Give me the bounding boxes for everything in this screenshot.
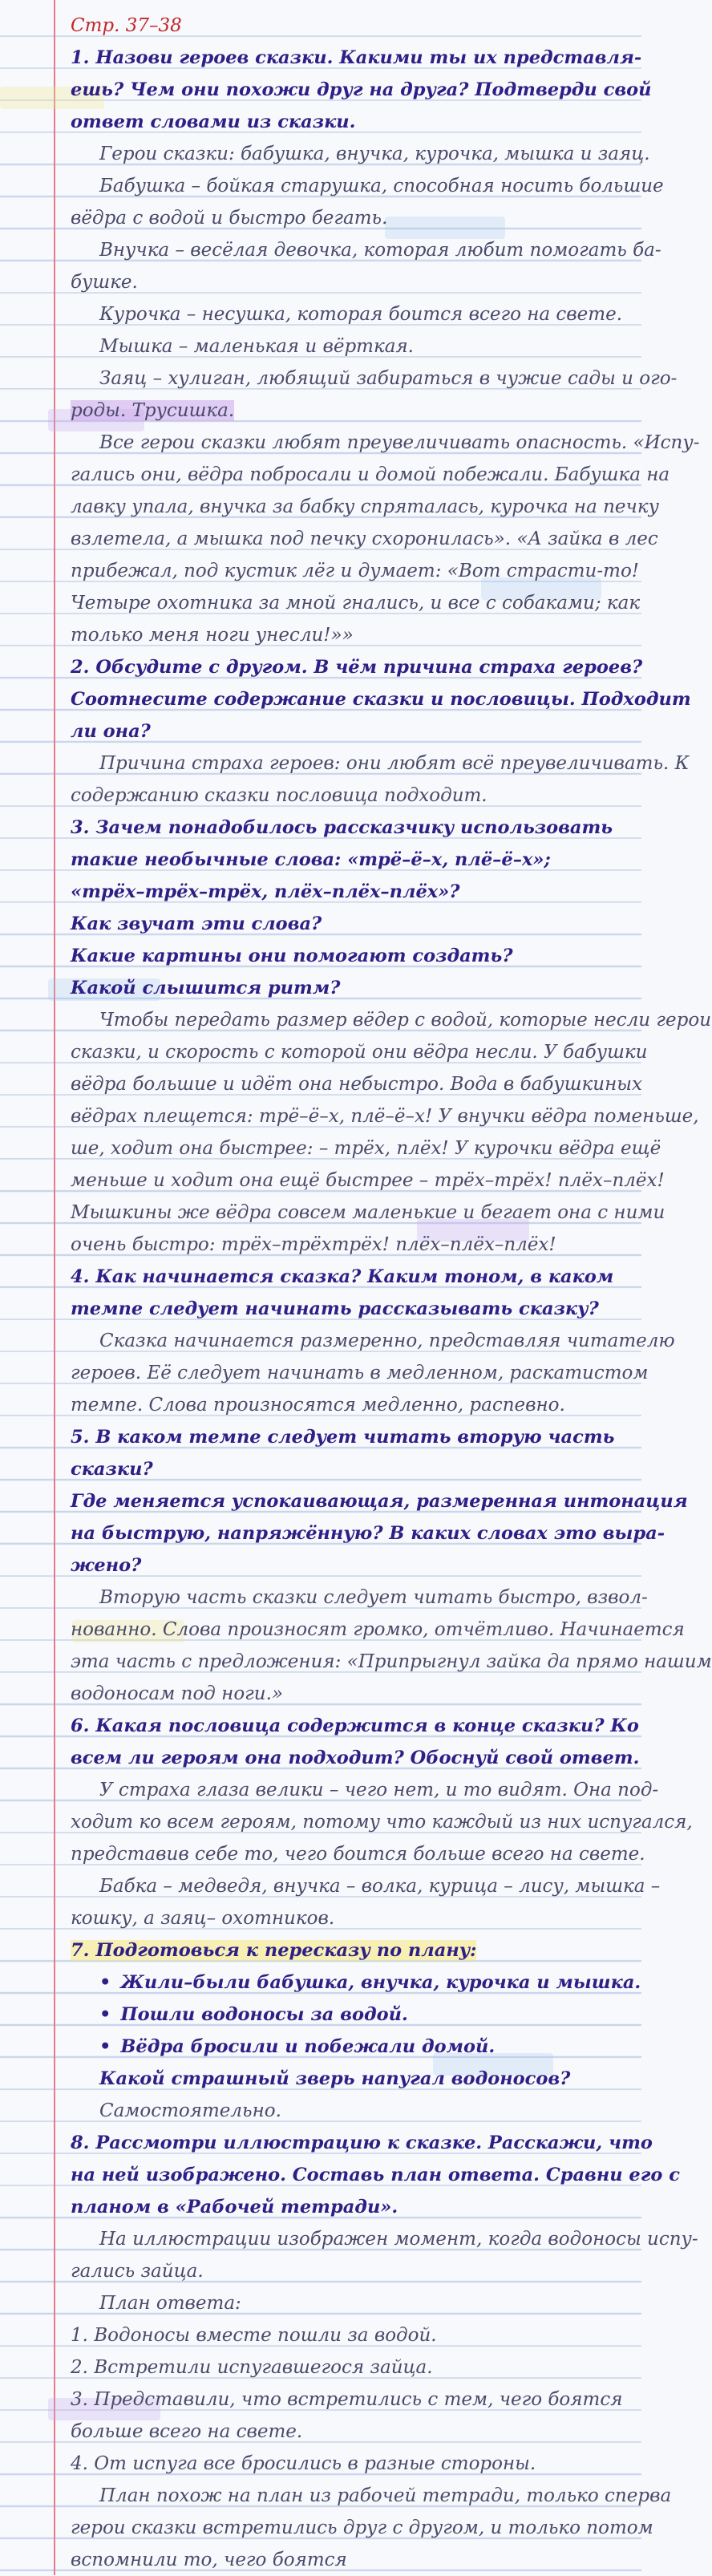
answer-line bbox=[71, 234, 661, 266]
line-text: Самостоятельно. bbox=[99, 2100, 281, 2121]
line-text: роды. Трусишка. bbox=[71, 400, 235, 421]
answer-line bbox=[71, 2416, 625, 2448]
answer-line bbox=[71, 780, 625, 812]
answer-line bbox=[71, 1870, 661, 1902]
answer-line bbox=[71, 170, 664, 202]
line-text: Сказка начинается размеренно, представляя читателю bbox=[99, 1331, 675, 1351]
question-line bbox=[71, 1710, 639, 1742]
question-line bbox=[71, 1485, 688, 1517]
line-text: темпе. Слова произносятся медленно, распевно. bbox=[71, 1395, 565, 1416]
line-text: темпе следует начинать рассказывать сказку? bbox=[71, 1298, 599, 1319]
question-line bbox=[71, 1421, 625, 1453]
answer-line bbox=[71, 2384, 625, 2416]
line-text: Четыре охотника за мной гнались, и все с собаками; как bbox=[71, 593, 641, 614]
question-line bbox=[71, 2063, 625, 2095]
question-line bbox=[71, 42, 642, 74]
answer-line bbox=[71, 1325, 675, 1357]
question-line bbox=[71, 972, 625, 1004]
answer-line bbox=[71, 555, 640, 587]
question-line bbox=[71, 940, 625, 972]
answer-line bbox=[71, 1100, 699, 1132]
answer-line bbox=[71, 1068, 642, 1100]
question-line bbox=[71, 844, 625, 876]
line-text: планом в «Рабочей тетради». bbox=[71, 2197, 398, 2218]
line-text: 1. Водоносы вместе пошли за водой. bbox=[71, 2325, 437, 2346]
line-text: эта часть с предложения: «Припрыгнул зайка да прямо нашим bbox=[71, 1651, 712, 1672]
line-text: Мышкины же вёдра совсем маленькие и бегает она с ними bbox=[71, 1202, 665, 1223]
line-text: гались зайца. bbox=[71, 2261, 204, 2282]
line-text: водоносам под ноги.» bbox=[71, 1683, 283, 1704]
answer-line bbox=[71, 1614, 685, 1646]
answer-line bbox=[71, 138, 650, 170]
line-text: ше, ходит она быстрее: – трёх, плёх! У курочки вёдра ещё bbox=[71, 1138, 661, 1159]
line-text: Внучка – весёлая девочка, которая любит помогать ба- bbox=[99, 240, 661, 261]
line-text: Все герои сказки любят преувеличивать опасность. «Испу- bbox=[99, 432, 700, 453]
answer-line bbox=[71, 1004, 712, 1036]
answer-line bbox=[71, 747, 690, 780]
line-text: на быструю, напряжённую? В каких словах это выра- bbox=[71, 1523, 665, 1544]
answer-line bbox=[71, 2351, 625, 2384]
answer-line bbox=[71, 491, 659, 523]
line-text: больше всего на свете. bbox=[71, 2421, 303, 2442]
line-text: сказки? bbox=[71, 1459, 153, 1480]
answer-line bbox=[71, 1806, 693, 1838]
line-text: Вторую часть сказки следует читать быстро, взвол- bbox=[99, 1587, 648, 1608]
line-text: Причина страха героев: они любят всё преувеличивать. К bbox=[99, 753, 690, 774]
line-text: 6. Какая пословица содержится в конце сказки? Ко bbox=[71, 1715, 639, 1736]
answer-line bbox=[71, 266, 625, 298]
line-text: ли она? bbox=[71, 721, 151, 742]
line-text: План ответа: bbox=[99, 2293, 241, 2314]
line-text: План похож на план из рабочей тетради, только сперва bbox=[99, 2485, 672, 2506]
question-line bbox=[71, 1742, 640, 1774]
question-line bbox=[71, 106, 625, 138]
line-text: героев. Её следует начинать в медленном, раскатистом bbox=[71, 1363, 649, 1383]
line-text: только меня ноги унесли!»» bbox=[71, 625, 354, 646]
answer-line bbox=[71, 427, 700, 459]
line-text: Где меняется успокаивающая, размеренная интонация bbox=[71, 1491, 688, 1512]
line-text: Мышка – маленькая и вёрткая. bbox=[99, 336, 414, 357]
question-line bbox=[71, 876, 625, 908]
answer-line bbox=[71, 1229, 625, 1261]
answer-line bbox=[71, 2095, 625, 2127]
answer-line bbox=[71, 2287, 625, 2319]
answer-line bbox=[71, 587, 641, 619]
line-text: Чтобы передать размер вёдер с водой, которые несли герои bbox=[99, 1010, 712, 1031]
answer-line bbox=[71, 1132, 661, 1164]
line-text: ходит ко всем героям, потому что каждый из них испугался, bbox=[71, 1812, 693, 1833]
question-line bbox=[71, 908, 625, 940]
line-text: такие необычные слова: «трё–ё–х, плё–ё–х»; bbox=[71, 849, 551, 870]
question-line bbox=[71, 2159, 680, 2191]
line-text: представив себе то, чего боится больше всего на свете. bbox=[71, 1844, 645, 1865]
question-line bbox=[71, 1999, 625, 2031]
line-text: 4. От испуга все бросились в разные стороны. bbox=[71, 2453, 536, 2474]
line-text: взлетела, а мышка под печку схоронилась». «А зайка в лес bbox=[71, 529, 658, 549]
line-text: Какие картины они помогают создать? bbox=[71, 946, 513, 966]
line-text: содержанию сказки пословица подходит. bbox=[71, 785, 487, 806]
answer-line bbox=[71, 395, 625, 427]
question-line bbox=[71, 1549, 625, 1582]
line-text: «трёх–трёх–трёх, плёх–плёх–плёх»? bbox=[71, 881, 460, 902]
line-text: герои сказки встретились друг с другом, и только потом bbox=[71, 2517, 653, 2538]
line-text: Курочка – несушка, которая боится всего на свете. bbox=[99, 304, 623, 325]
line-text: меньше и ходит она ещё быстрее – трёх–трёх! плёх–плёх! bbox=[71, 1170, 665, 1191]
answer-line bbox=[71, 2319, 625, 2351]
question-line bbox=[71, 715, 625, 747]
line-text: ответ словами из сказки. bbox=[71, 111, 356, 132]
question-line bbox=[71, 2191, 625, 2223]
question-line bbox=[71, 2031, 625, 2063]
line-text: Соотнесите содержание сказки и пословицы. Подходит bbox=[71, 689, 691, 710]
line-text: 8. Рассмотри иллюстрацию к сказке. Расскажи, что bbox=[71, 2132, 653, 2153]
question-line bbox=[71, 74, 652, 106]
line-text: прибежал, под кустик лёг и думает: «Вот страсти-то! bbox=[71, 561, 640, 581]
answer-line bbox=[71, 1646, 712, 1678]
line-text: 2. Обсудите с другом. В чём причина страха героев? bbox=[71, 657, 643, 678]
line-text: 3. Зачем понадобилось рассказчику использовать bbox=[71, 817, 613, 838]
question-line bbox=[71, 683, 691, 715]
line-text: Вёдра бросили и побежали домой. bbox=[120, 2036, 496, 2057]
question-line bbox=[71, 1966, 641, 1999]
line-text: Бабка – медведя, внучка – волка, курица – лису, мышка – bbox=[99, 1876, 661, 1897]
line-text: гались они, вёдра побросали и домой побежали. Бабушка на bbox=[71, 464, 670, 485]
line-text: Жили–были бабушка, внучка, курочка и мышка. bbox=[120, 1972, 641, 1993]
line-text: кошку, а заяц– охотников. bbox=[71, 1908, 335, 1929]
answer-line bbox=[71, 1582, 648, 1614]
line-text: Как звучат эти слова? bbox=[71, 913, 322, 934]
answer-line bbox=[71, 2480, 672, 2512]
question-line bbox=[71, 812, 625, 844]
line-text: нованно. Слова произносят громко, отчётливо. Начинается bbox=[71, 1619, 685, 1640]
line-text: 7. Подготовься к пересказу по плану: bbox=[71, 1940, 477, 1961]
line-text: 4. Как начинается сказка? Каким тоном, в каком bbox=[71, 1266, 614, 1287]
line-text: всем ли героям она подходит? Обоснуй свой ответ. bbox=[71, 1748, 640, 1768]
answer-line bbox=[71, 2512, 653, 2544]
line-text: 2. Встретили испугавшегося зайца. bbox=[71, 2357, 433, 2378]
answer-line bbox=[71, 1838, 645, 1870]
answer-line bbox=[71, 619, 625, 651]
question-line bbox=[71, 1453, 625, 1485]
line-text: вспомнили то, чего боятся bbox=[71, 2550, 347, 2570]
line-text: Какой страшный зверь напугал водоносов? bbox=[99, 2068, 571, 2089]
answer-line bbox=[71, 459, 670, 491]
question-line bbox=[71, 1293, 625, 1325]
line-text: 5. В каком темпе следует читать вторую часть bbox=[71, 1427, 615, 1448]
answer-line bbox=[71, 1164, 665, 1197]
answer-line bbox=[71, 2255, 625, 2287]
answer-line bbox=[71, 523, 658, 555]
answer-line bbox=[71, 1357, 649, 1389]
page-header: Стр. 37–38 bbox=[71, 15, 182, 36]
answer-line bbox=[71, 1678, 625, 1710]
answer-line bbox=[71, 298, 625, 330]
answer-line bbox=[71, 1902, 625, 1934]
line-text: Герои сказки: бабушка, внучка, курочка, мышка и заяц. bbox=[99, 144, 650, 164]
page-content bbox=[71, 10, 712, 2576]
line-text: вёдрах плещется: трё–ё–х, плё–ё–х! У внучки вёдра поменьше, bbox=[71, 1106, 699, 1127]
line-text: лавку упала, внучка за бабку спряталась, курочка на печку bbox=[71, 496, 659, 517]
line-text: Заяц – хулиган, любящий забираться в чужие сады и ого- bbox=[99, 368, 678, 389]
answer-line bbox=[71, 2223, 698, 2255]
question-line bbox=[71, 1517, 665, 1549]
question-line bbox=[71, 1261, 625, 1293]
line-text: Бабушка – бойкая старушка, способная носить большие bbox=[99, 176, 664, 196]
text-lines bbox=[71, 42, 712, 2576]
line-text: У страха глаза велики – чего нет, и то видят. Она под- bbox=[99, 1780, 659, 1800]
line-text: ешь? Чем они похожи друг на друга? Подтверди свой bbox=[71, 79, 652, 100]
answer-line bbox=[71, 1036, 648, 1068]
line-text: бушке. bbox=[71, 272, 138, 293]
answer-line bbox=[71, 2448, 625, 2480]
line-text: Какой слышится ритм? bbox=[71, 978, 341, 998]
margin-line bbox=[54, 0, 55, 2575]
answer-line bbox=[71, 202, 625, 234]
line-text: 1. Назови героев сказки. Какими ты их представля- bbox=[71, 47, 642, 68]
question-line bbox=[71, 1934, 625, 1966]
line-text: Пошли водоносы за водой. bbox=[120, 2004, 408, 2025]
line-text: На иллюстрации изображен момент, когда водоносы испу- bbox=[99, 2229, 698, 2250]
answer-line bbox=[71, 363, 678, 395]
answer-line bbox=[71, 330, 625, 363]
line-text: вёдра большие и идёт она небыстро. Вода в бабушкиных bbox=[71, 1074, 642, 1095]
line-text: сказки, и скорость с которой они вёдра несли. У бабушки bbox=[71, 1042, 648, 1063]
answer-line bbox=[71, 1774, 659, 1806]
question-line bbox=[71, 651, 643, 683]
line-text: очень быстро: трёх–трёхтрёх! плёх–плёх–плёх! bbox=[71, 1234, 556, 1255]
question-line bbox=[71, 2127, 653, 2159]
line-text: 3. Представили, что встретились с тем, чего боятся bbox=[71, 2389, 623, 2410]
answer-line bbox=[71, 1197, 665, 1229]
answer-line bbox=[71, 2544, 625, 2576]
line-text: вёдра с водой и быстро бегать. bbox=[71, 208, 388, 229]
answer-line bbox=[71, 1389, 625, 1421]
line-text: на ней изображено. Составь план ответа. Сравни его с bbox=[71, 2165, 680, 2185]
line-text: жено? bbox=[71, 1555, 142, 1576]
